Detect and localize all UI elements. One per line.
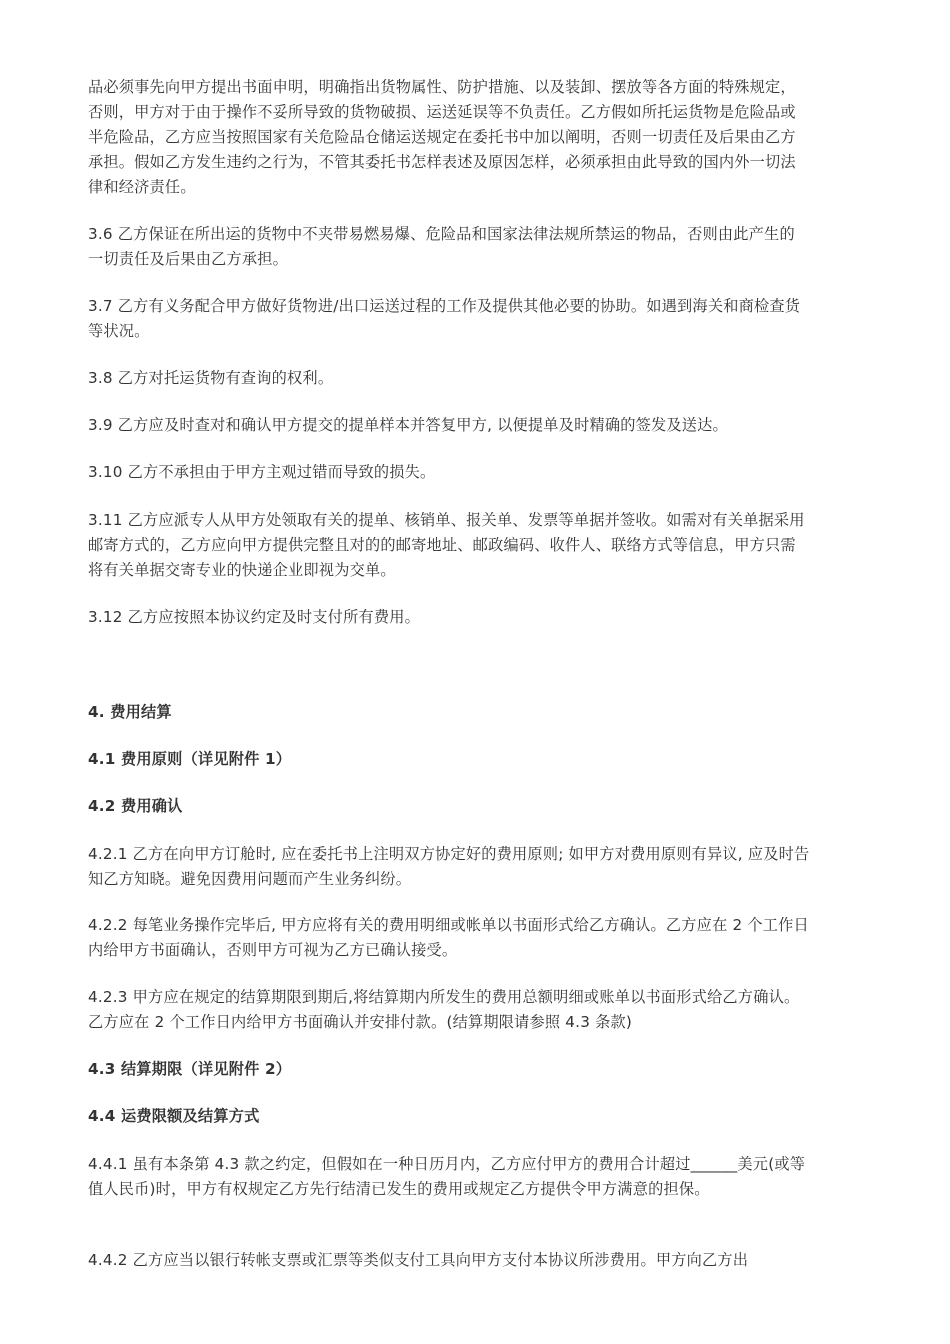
paragraph-3-11: 3.11 乙方应派专人从甲方处领取有关的提单、核销单、报关单、发票等单据并签收。如需对有关单据采用邮寄方式的，乙方应向甲方提供完整且对的的邮寄地址、邮政编码、收件人、联络方式等信息，甲方只需将有关单据交寄专业的快递企业即视为交单。: [88, 511, 805, 579]
paragraph-3-7: 3.7 乙方有义务配合甲方做好货物进/出口运送过程的工作及提供其他必要的协助。如遇到海关和商检查货等状况。: [88, 297, 801, 340]
subheading-4-2: 4.2 费用确认: [88, 797, 183, 815]
paragraph-4-2-2: 4.2.2 每笔业务操作完毕后, 甲方应将有关的费用明细或帐单以书面形式给乙方确认。乙方应在 2 个工作日内给甲方书面确认，否则甲方可视为乙方已确认接受。: [88, 916, 809, 959]
subheading-4-4: 4.4 运费限额及结算方式: [88, 1107, 260, 1125]
subheading-4-3: 4.3 结算期限（详见附件 2）: [88, 1060, 292, 1078]
paragraph-4-2-3: 4.2.3 甲方应在规定的结算期限到期后,将结算期内所发生的费用总额明细或账单以书面形式给乙方确认。乙方应在 2 个工作日内给甲方书面确认并安排付款。(结算期限请参照 4.3 条款): [88, 988, 800, 1031]
paragraph-3-6: 3.6 乙方保证在所出运的货物中不夹带易燃易爆、危险品和国家法律法规所禁运的物品，否则由此产生的一切责任及后果由乙方承担。: [88, 225, 795, 268]
paragraph-4-2-1: 4.2.1 乙方在向甲方订舱时, 应在委托书上注明双方协定好的费用原则; 如甲方对费用原则有异议, 应及时告知乙方知晓。避免因费用问题而产生业务纠纷。: [88, 845, 810, 888]
paragraph-3-9: 3.9 乙方应及时查对和确认甲方提交的提单样本并答复甲方, 以便提单及时精确的签发及送达。: [88, 416, 728, 434]
paragraph-4-4-2: 4.4.2 乙方应当以银行转帐支票或汇票等类似支付工具向甲方支付本协议所涉费用。甲方向乙方出: [88, 1251, 749, 1269]
section-heading-4: 4. 费用结算: [88, 703, 172, 721]
paragraph-4-4-1: 4.4.1 虽有本条第 4.3 款之约定，但假如在一种日历月内，乙方应付甲方的费用合计超过______美元(或等值人民币)时，甲方有权规定乙方先行结清已发生的费用或规定乙方提供令甲方满意的担保。: [88, 1155, 806, 1198]
paragraph-3-10: 3.10 乙方不承担由于甲方主观过错而导致的损失。: [88, 463, 436, 481]
paragraph-3-12: 3.12 乙方应按照本协议约定及时支付所有费用。: [88, 608, 421, 626]
subheading-4-1: 4.1 费用原则（详见附件 1）: [88, 750, 292, 768]
paragraph-3-5-continued: 品必须事先向甲方提出书面申明，明确指出货物属性、防护措施、以及装卸、摆放等各方面的特殊规定，否则，甲方对于由于操作不妥所导致的货物破损、运送延误等不负责任。乙方假如所托运货物是危险品或半危险品，乙方应当按照国家有关危险品仓储运送规定在委托书中加以阐明，否则一切责任及后果由乙方承担。假如乙方发生违约之行为，不管其委托书怎样表述及原因怎样，必须承担由此导致的国内外一切法律和经济责任。: [88, 78, 796, 196]
paragraph-3-8: 3.8 乙方对托运货物有查询的权利。: [88, 369, 334, 387]
